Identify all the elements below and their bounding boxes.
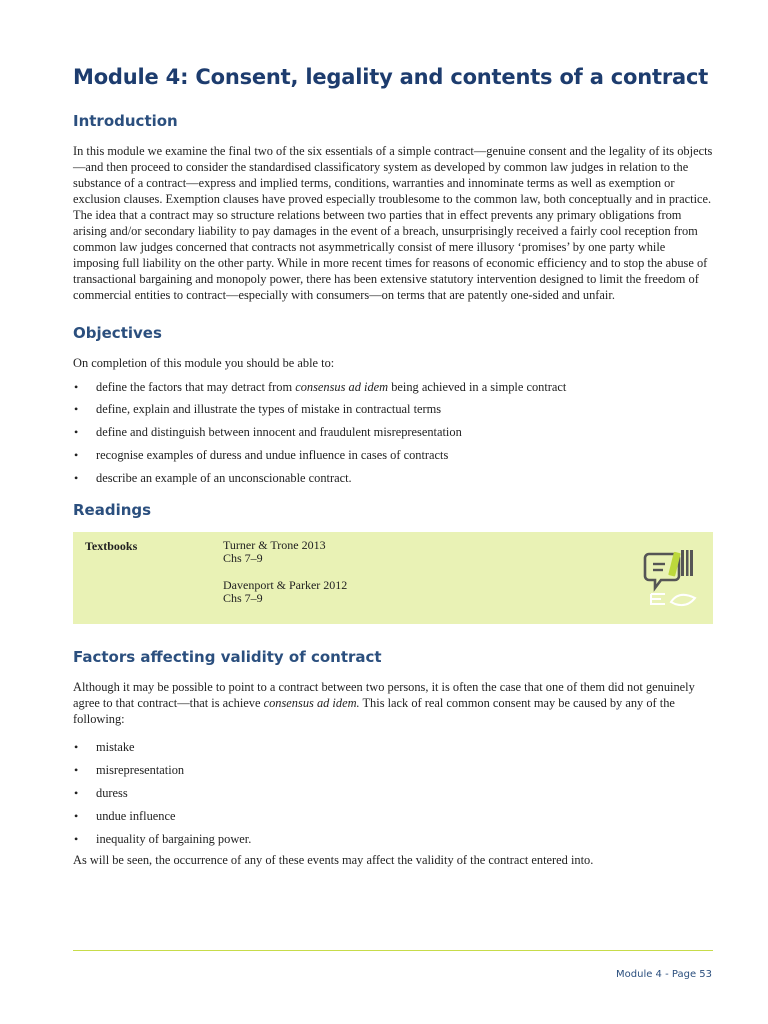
- list-item: • define, explain and illustrate the types of mistake in contractual terms: [73, 401, 713, 417]
- books-reading-icon: [643, 546, 703, 612]
- readings-box: [73, 532, 713, 624]
- list-item: • duress: [73, 785, 713, 801]
- objectives-heading: Objectives: [73, 324, 162, 343]
- readings-label: Textbooks: [85, 538, 138, 553]
- factors-list: [73, 739, 713, 847]
- page-content: [73, 62, 713, 868]
- reading-entry: [223, 539, 347, 566]
- reading-chapters: Chs 7–9: [223, 551, 263, 566]
- page-title: Module 4: Consent, legality and contents of a contract: [73, 65, 709, 89]
- introduction-heading: Introduction: [73, 112, 178, 130]
- readings-entries: [223, 539, 347, 619]
- list-item: • misrepresentation: [73, 762, 713, 778]
- footer-divider: [73, 950, 713, 951]
- factors-paragraph: Although it may be possible to point to a contract between two persons, it is often the case that one of them did not genuinely agree to that contract—that is achieve consensus ad idem. This lack of real common consent may be caused by any of the following:: [73, 679, 695, 726]
- objectives-list: [73, 379, 713, 486]
- page-number: Module 4 - Page 53: [616, 969, 712, 980]
- introduction-paragraph: In this module we examine the final two of the six essentials of a simple contract—genuine consent and the legality of its objects—and then proceed to consider the standardised classificatory system as developed by common law judges in relation to the substance of a contract—express and implied terms, conditions, warranties and innominate terms as well as exemption or exclusion clauses. Exemption clauses have proved especially troublesome to the common law, both conceptually and in practice. The idea that a contract may so structure relations between two parties that in effect prevents any primary obligations from arising and/or secondary liability to pay damages in the event of a breach, unsurprisingly received a fairly cool reception from common law judges concerned that contracts not asymmetrically consist of mere illusory ‘promises’ by one party while imposing full liability on the other party. While in more recent times for reasons of economic efficiency and to stop the abuse of transactional bargaining and monopoly power, there has been extensive statutory intervention designed to limit the freedom of commercial entities to contract—especially with consumers—on terms that are patently one-sided and unfair.: [73, 144, 713, 303]
- objectives-lead: On completion of this module you should be able to:: [73, 356, 335, 371]
- list-item: • recognise examples of duress and undue influence in cases of contracts: [73, 447, 713, 463]
- list-item: • undue influence: [73, 808, 713, 824]
- list-item: • inequality of bargaining power.: [73, 831, 713, 847]
- list-item: • mistake: [73, 739, 713, 755]
- list-item: • define the factors that may detract from consensus ad idem being achieved in a simple contract: [73, 379, 713, 395]
- readings-heading: Readings: [73, 500, 152, 519]
- reading-entry: [223, 579, 347, 606]
- reading-title: Davenport & Parker 2012: [223, 577, 348, 592]
- factors-closing: As will be seen, the occurrence of any of these events may affect the validity of the contract entered into.: [73, 852, 594, 867]
- reading-chapters: Chs 7–9: [223, 591, 263, 606]
- factors-heading: Factors affecting validity of contract: [73, 647, 382, 666]
- list-item: • define and distinguish between innocent and fraudulent misrepresentation: [73, 424, 713, 440]
- reading-title: Turner & Trone 2013: [223, 537, 326, 552]
- list-item: • describe an example of an unconscionable contract.: [73, 470, 713, 486]
